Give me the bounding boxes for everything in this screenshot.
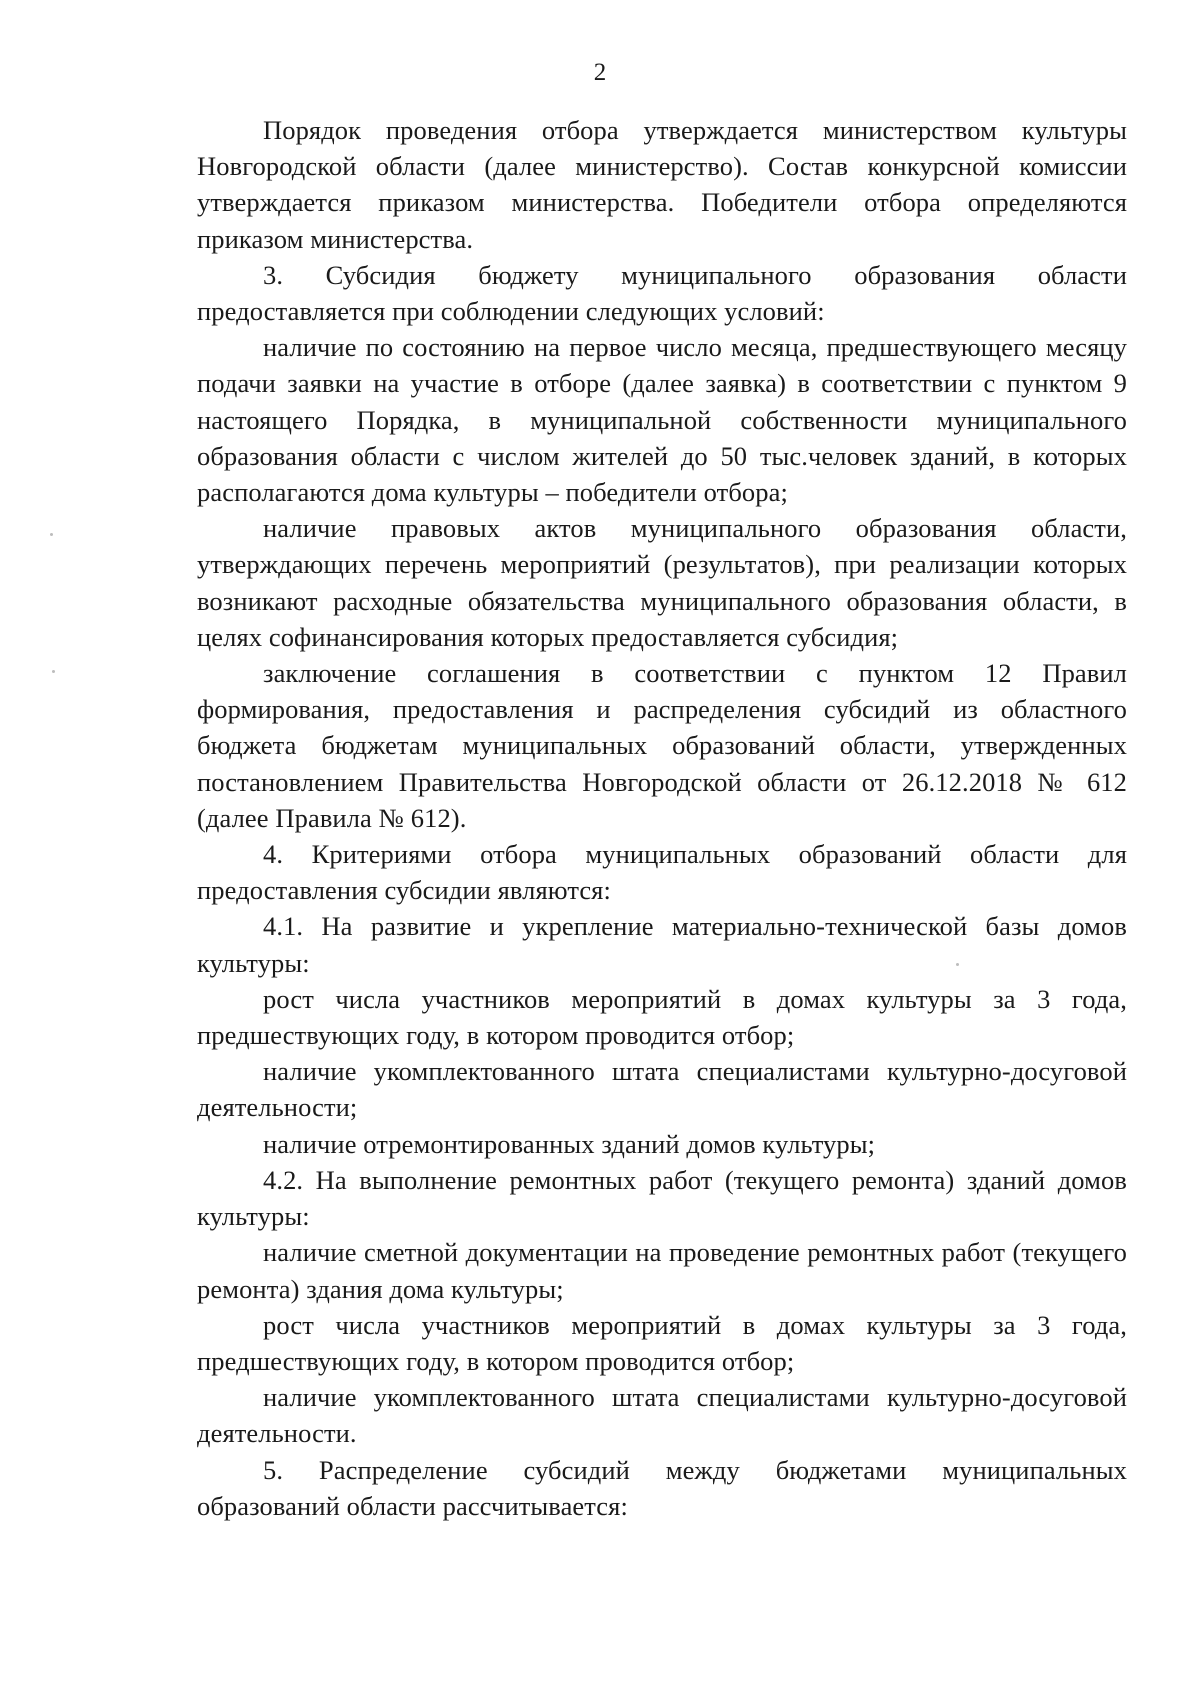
paragraph-condition-legal-acts: наличие правовых актов муниципального образования области, утверждающих перечень мероприятий (результатов), при реализации которых возникают расходные обязательства муниципального образования области, в целях софинансирования которых предоставляется субсидия; [197, 513, 1127, 652]
paragraph-3-subsidy-conditions: 3. Субсидия бюджету муниципального образования области предоставляется при соблюдении следующих условий: [197, 259, 1127, 327]
paragraph-criterion-participants-growth-2: рост числа участников мероприятий в домах культуры за 3 года, предшествующих году, в котором проводится отбор; [197, 1309, 1127, 1376]
paragraph-5-distribution: 5. Распределение субсидий между бюджетами муниципальных образований области рассчитывается: [197, 1454, 1127, 1521]
paragraph-criterion-renovated-buildings: наличие отремонтированных зданий домов культуры; [263, 1128, 876, 1159]
paragraph-4-criteria: 4. Критериями отбора муниципальных образований области для предоставления субсидии являются: [197, 839, 1127, 906]
scan-dot [50, 533, 53, 536]
paragraph-criterion-participants-growth: рост числа участников мероприятий в домах культуры за 3 года, предшествующих году, в котором проводится отбор; [197, 983, 1127, 1051]
paragraph-selection-procedure: Порядок проведения отбора утверждается министерством культуры Новгородской области (далее министерство). Состав конкурсной комиссии утверждается приказом министерства. Победители отбора определяются приказом министерства. [197, 115, 1127, 254]
paragraph-condition-agreement: заключение соглашения в соответствии с пунктом 12 Правил формирования, предоставления и распределения субсидий из областного бюджета бюджетам муниципальных образований области, утвержденных постановлением Правительства Новгородской области от 26.12.2018 № 612 (далее Правила № 612). [197, 658, 1127, 833]
scan-dot [52, 670, 55, 673]
document-body [197, 112, 1127, 1524]
scan-dot [956, 963, 959, 966]
paragraph-criterion-staff: наличие укомплектованного штата специалистами культурно-досуговой деятельности; [197, 1056, 1127, 1123]
paragraph-criterion-estimate-docs: наличие сметной документации на проведение ремонтных работ (текущего ремонта) здания дома культуры; [197, 1237, 1127, 1304]
paragraph-4-2-repair: 4.2. На выполнение ремонтных работ (текущего ремонта) зданий домов культуры: [197, 1164, 1127, 1232]
page-number: 2 [593, 59, 607, 86]
paragraph-criterion-staff-2: наличие укомплектованного штата специалистами культурно-досуговой деятельности. [197, 1382, 1127, 1449]
paragraph-4-1-development: 4.1. На развитие и укрепление материально-технической базы домов культуры: [197, 911, 1127, 978]
paragraph-condition-buildings: наличие по состоянию на первое число месяца, предшествующего месяцу подачи заявки на участие в отборе (далее заявка) в соответствии с пунктом 9 настоящего Порядка, в муниципальной собственности муниципального образования области с числом жителей до 50 тыс.человек зданий, в которых располагаются дома культуры – победители отбора; [197, 332, 1127, 508]
